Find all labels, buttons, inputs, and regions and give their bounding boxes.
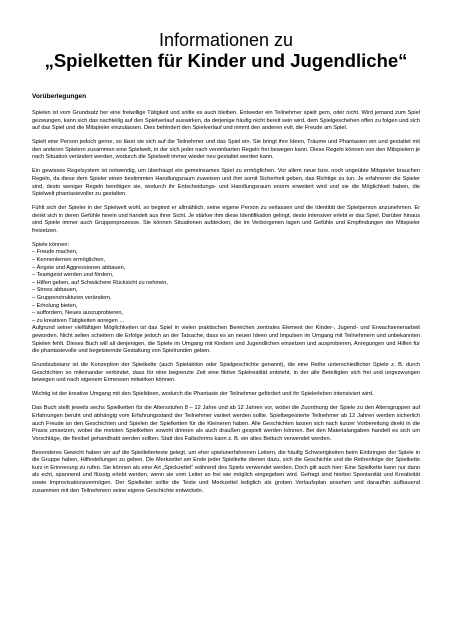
title-line-1: Informationen zu [158, 30, 294, 50]
benefits-list [32, 242, 420, 326]
list-item: – Gruppenstrukturen verändern, [32, 295, 112, 302]
list-item: – auffordern, Neues auszuprobieren, [32, 310, 124, 317]
paragraph: Spielen ist vom Grundsatz her eine freiwillige Tätigkeit und sollte es auch bleiben. Entweder ein Teilnehmer spielt gern, oder nicht. Wird jemand zum Spiel gezwungen, kann sich das nachteilig auf den Spielverlauf auswirken, da derjenige häufig nicht bereit sein wird, dem Spielgeschehen offen zu folgen und sich auf das Spiel und die Mitspieler einzulassen. Dies behindert den Spielverlauf und nimmt den anderen evtl. die Freude am Spiel. [32, 110, 420, 132]
list-intro: Spiele können: [32, 241, 70, 248]
paragraph: Aufgrund seiner vielfältigen Möglichkeiten ist das Spiel in vielen praktischen Bereichen zentrales Element der Kinder-, Jugend- und Erwachsenenarbeit geworden. Nicht selten scheitern die Erfolge jedoch an der Tatsache, dass es an neuen Ideen und Impulsen im Umgang mit Teilnehmern und unbekannten Spielen fehlt. Dieses Buch will all denjenigen, die Spiele im Umgang mit Kindern und Jugendlichen einsetzen und ausprobieren, Anregungen und Hilfen für die phantasievolle und begeisternde Gestaltung von Spielrunden geben. [32, 325, 420, 355]
list-item: – Kennenlernen ermöglichen, [32, 257, 106, 264]
paragraph: Wichtig ist der kreative Umgang mit den Spielideen, wodurch die Phantasie der Teilnehmer gefördert und ihr Spielerleben intensiviert wird. [32, 391, 374, 398]
paragraph: Das Buch stellt jeweils sechs Spielketten für die Altersstufen 8 – 12 Jahre und ab 12 Jahren vor, wobei die Zuordnung der Spiele zu den Altersgruppen auf Erfahrungen beruht und abhängig vom Erfahrungsstand der Teilnehmer variiert werden sollte. Spielbegeisterte Teilnehmer ab 12 Jahren werden sicherlich auch Freude an den Geschichten und Spielen der Spielketten für die Kleineren haben. Alle Geschichten lassen sich nach kurzer Vorbereitung direkt in die Praxis umsetzen, wobei die meisten Spielketten sowohl drinnen als auch draußen gespielt werden können. Bei den Materialangaben handelt es sich um Vorschläge, die flexibel gehandhabt werden sollten. Statt des Fallschirms kann z. B. ein altes Bettuch verwendet werden. [32, 405, 420, 442]
paragraph: Spielt eine Person jedoch gerne, so lässt sie sich auf die Teilnehmer und das Spiel ein. Sie bringt ihre Ideen, Träume und Phantasien ein und gestaltet mit den anderen Spielern zusammen eine Spielwelt, in der sich jeder nach vereinbarten Regeln frei bewegen kann. Diese Regeln können von den Mitspielern je nach Situation verändert werden, wodurch die Spielwelt immer wieder neu gestaltet werden kann. [32, 139, 420, 161]
list-item: – Hilfen geben, auf Schwächere Rücksicht zu nehmen, [32, 279, 168, 286]
paragraph: Besonderes Gewicht haben wir auf die Spielleitertexte gelegt, um eher spielunerfahrenen Leitern, die häufig Schwierigkeiten beim Einbringen der Spiele in die Gruppe haben, Hilfestellungen zu geben. Die Merkzettel am Ende jeder Spielkette dienen dazu, sich die Geschichte und die Reihenfolge der Spielkette kurz in Erinnerung zu rufen. Sie können als eine Art „Spickzettel“ während des Spiels verwendet werden. Doch gilt auch hier: Eine Spielkette kann nur dann als echt, spannend und flüssig erlebt werden, wenn sie vom Leiter so frei wie möglich eingegeben wird. Gefragt sind hierbei Spontanität und Kreativität sowie Improvisationsvermögen. Der Spielleiter sollte die Texte und Merkzettel lediglich als groben Verlaufsplan ansehen und daraufhin aufbauend zusammen mit den Teilnehmern seine eigene Geschichte entwickeln. [32, 449, 420, 494]
list-item: – Stress abbauen, [32, 287, 78, 294]
list-item: – Ängste und Aggressionen abbauen, [32, 264, 126, 271]
list-item: – Freude machen, [32, 249, 78, 256]
list-item: – Erholung bieten, [32, 302, 78, 309]
list-item: – Teamgeist werden und fördern, [32, 272, 114, 279]
title-line-2: „Spielketten für Kinder und Jugendliche“ [44, 50, 408, 71]
paragraph: Grundsubstanz ist die Konzeption der Spielkette (auch Spielaktion oder Spielgeschichte genannt), die eine Reihe unterschiedlicher Spiele z. B. durch Geschichten so miteinander verbindet, dass für eine begrenzte Zeit eine fiktive Spielrealität entsteht, in der alle Beteiligten sich frei und ungezwungen bewegen und nach eigenem Ermessen mitwirken können. [32, 362, 420, 384]
section-heading: Vorüberlegungen [32, 93, 87, 100]
paragraph: Fühlt sich der Spieler in der Spielwelt wohl, so beginnt er allmählich, seine eigene Person zu verlassen und die Identität der Spielperson anzunehmen. Er denkt sich in deren Gefühle hinein und handelt aus ihrer Sicht. Je stärker ihm diese Identifikation gelingt, desto intensiver erlebt er das Spiel. Darüber hinaus sind Spiele immer auch Gruppenprozesse. Sie können Situationen aufdecken, die im Verborgenen lagen und Gefühle und Empfindungen der Mitspieler freisetzen. [32, 205, 420, 234]
paragraph: Ein gewisses Regelsystem ist notwendig, um überhaupt ein gemeinsames Spiel zu ermöglichen. Vor allem neue bzw. noch ungeübte Mitspieler brauchen Regeln, da diese dem Spieler einen bestimmten Handlungsraum zuweisen und ihm somit Sicherheit geben, das Richtige zu tun. Je erfahrener die Spieler sind, desto weniger Regeln benötigen sie, wodurch ihr Entscheidungs- und Handlungsraum enorm erweitert wird und sie die Möglichkeit haben, die Spielwelt phantasievoller zu gestalten. [32, 168, 420, 198]
list-item: – zu kreativen Tätigkeiten anregen … [32, 317, 125, 324]
